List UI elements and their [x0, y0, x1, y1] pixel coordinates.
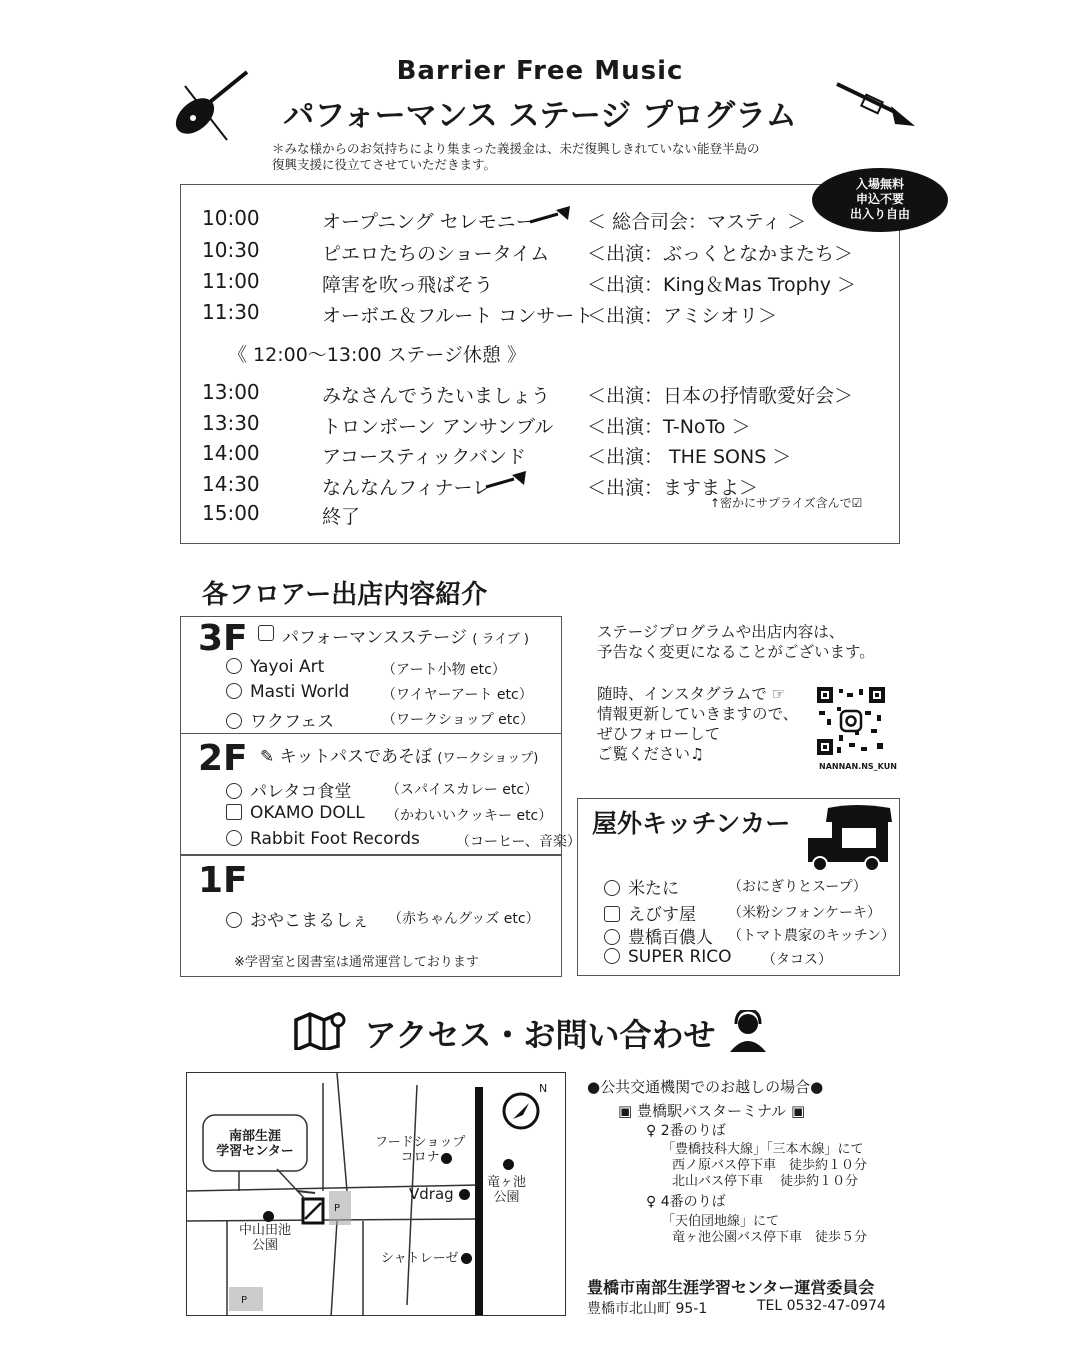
shop-desc: （ワークショップ etc）: [382, 712, 534, 728]
program-performer: ＜出演：アミシオリ＞: [587, 305, 778, 327]
program-performer: ＜出演：ぶっくとなかまたち＞: [587, 243, 854, 265]
floor-heading: パフォーマンスステージ ( ライブ ): [282, 628, 530, 648]
bird-icon: [226, 713, 242, 729]
program-title-item: みなさんでうたいましょう: [322, 385, 551, 407]
taco-icon: [604, 948, 620, 964]
shop-desc: （スパイスカレー etc）: [386, 782, 539, 798]
shop-item: SUPER RICO: [604, 947, 732, 967]
north-label: N: [539, 1082, 548, 1095]
program-title-item: トロンボーン アンサンブル: [322, 416, 554, 438]
program-performer: ＜出演：ますまよ＞: [587, 477, 759, 499]
chateraise-label: シャトレーゼ: [381, 1251, 459, 1266]
program-title-item: 障害を吹っ飛ばそう: [322, 274, 494, 296]
pond-park-label: 竜ヶ池 公園: [487, 1175, 527, 1205]
pencil-icon: ✎: [260, 747, 275, 767]
gift-icon: [226, 804, 242, 820]
program-performer: ＜出演：日本の抒情歌愛好会＞: [587, 385, 854, 407]
instagram-notice: 随時、インスタグラムで ☞ 情報更新していきますので、 ぜひフォローして ご覧ください♫: [597, 685, 799, 763]
flower-icon: [226, 683, 242, 699]
shop-desc: （タコス）: [762, 952, 832, 968]
chateraise-marker: [461, 1253, 472, 1264]
event-title-en: Barrier Free Music: [396, 56, 684, 86]
parking-label: P: [241, 1295, 248, 1306]
shop-desc: （かわいいクッキー etc）: [386, 808, 553, 824]
shop-desc: （アート小物 etc）: [382, 662, 506, 678]
transit-title: ●公共交通機関でのお越しの場合●: [587, 1078, 824, 1096]
program-time: 10:30: [202, 238, 260, 262]
shop-desc: （トマト農家のキッチン）: [728, 928, 896, 944]
parking-label: P: [334, 1203, 341, 1214]
program-time: 13:30: [202, 411, 260, 435]
program-performer: ＜ 総合司会：マスティ ＞: [587, 211, 807, 233]
pond-park-marker: [503, 1159, 514, 1170]
route-4-info: 「天伯団地線」にて 竜ヶ池公園バス停下車 徒歩５分: [662, 1214, 868, 1245]
donation-note: ＊みな様からのお気持ちにより集まった義援金は、未だ復興しきれていない能登半島の 復興支援に役立てさせていただきます。: [272, 141, 760, 172]
stage-icon: [258, 624, 282, 643]
program-title-item: 終了: [322, 506, 361, 528]
program-title-item: なんなんフィナーレ: [322, 477, 492, 499]
trumpet-icon: [528, 206, 572, 232]
shop-item: 豊橋百儂人: [604, 923, 713, 948]
program-time: 11:00: [202, 269, 260, 293]
change-notice: ステージプログラムや出店内容は、 予告なく変更になることがございます。: [597, 623, 875, 661]
floor-label: 1F: [198, 860, 248, 901]
program-performer: ＜出演： THE SONS ＞: [587, 446, 792, 468]
shop-item: Yayoi Art: [226, 657, 324, 677]
shop-desc: （ワイヤーアート etc）: [382, 687, 533, 703]
floor-label: 2F: [198, 738, 248, 779]
program-performer: ＜出演：King＆Mas Trophy ＞: [587, 274, 857, 296]
program-time: 14:30: [202, 472, 260, 496]
access-heading: アクセス・お問い合わせ: [364, 1016, 716, 1054]
shop-item: Rabbit Foot Records: [226, 829, 420, 849]
floor-heading: ✎ キットパスであそぼ (ワークショップ): [260, 747, 539, 767]
floor-note: ※学習室と図書室は通常運営しております: [234, 955, 479, 970]
route-2-info: 「豊橋技科大線」「三本木線」にて 西ノ原バス停下車 徒歩約１０分 北山バス停下車 徒歩約１０分: [662, 1142, 868, 1189]
floors-heading: 各フロアー出店内容紹介: [202, 580, 488, 610]
program-time: 10:00: [202, 206, 260, 230]
stage-break: 《 12:00～13:00 ステージ休憩 》: [228, 344, 526, 366]
admission-badge: 入場無料 申込不要 出入り自由: [812, 168, 948, 232]
instagram-icon: [841, 711, 861, 731]
surprise-note: ↑密かにサプライズ含んで☑: [710, 496, 863, 510]
palette-icon: [226, 658, 242, 674]
shop-desc: （おにぎりとスープ）: [728, 879, 867, 895]
vdrug-marker: [459, 1189, 470, 1200]
vdrug-label: Vdrag: [409, 1185, 454, 1203]
organizer-address: 豊橋市北山町 95-1: [587, 1301, 708, 1317]
shop-icon: [604, 906, 620, 922]
organizer-name: 豊橋市南部生涯学習センター運営委員会: [587, 1278, 875, 1297]
shop-item: Masti World: [226, 682, 349, 702]
program-title-item: オープニング セレモニー: [322, 211, 535, 233]
organizer-phone[interactable]: TEL 0532-47-0974: [757, 1298, 886, 1314]
bus-stop-icon: ♀: [646, 1123, 661, 1139]
food-shop-marker: [441, 1153, 452, 1164]
program-time: 11:30: [202, 300, 260, 324]
shop-desc: （米粉シフォンケーキ）: [728, 905, 882, 921]
program-title-item: オーボエ＆フルート コンサート: [322, 305, 594, 327]
program-title: パフォーマンス ステージ プログラム: [283, 98, 797, 134]
floor-label: 3F: [198, 618, 248, 659]
bus-terminal: ▣ 豊橋駅バスターミナル ▣: [618, 1102, 806, 1120]
onigiri-icon: [604, 880, 620, 896]
program-time: 13:00: [202, 380, 260, 404]
shop-item: ワクフェス: [226, 707, 334, 732]
nakayama-park-label: 中山田池 公園: [239, 1223, 292, 1253]
program-time: 15:00: [202, 501, 260, 525]
nakayama-park-marker: [263, 1211, 274, 1222]
bus-stop-icon: ♀: [646, 1194, 661, 1210]
bus-icon: ▣: [791, 1102, 806, 1120]
program-time: 14:00: [202, 441, 260, 465]
center-label: 南部生涯 学習センター: [216, 1129, 294, 1159]
support-person-icon: [726, 1010, 770, 1058]
tomato-icon: [604, 929, 620, 945]
coffee-icon: [226, 830, 242, 846]
program-title-item: アコースティックバンド: [322, 446, 527, 468]
access-map: [186, 1072, 566, 1316]
shop-item: OKAMO DOLL: [226, 803, 365, 823]
shop-desc: （コーヒー、音楽）: [456, 834, 581, 850]
shop-item: えびす屋: [604, 900, 696, 925]
shop-item: パレタコ食堂: [226, 777, 351, 802]
food-shop-label: フードショップ コロナ: [375, 1135, 466, 1165]
platform-2: ♀ 2番のりば: [646, 1123, 726, 1139]
program-performer: ＜出演：T-NoTo ＞: [587, 416, 751, 438]
kitchen-title: 屋外キッチンカー: [592, 809, 791, 838]
trumpet-icon: [484, 471, 528, 497]
shop-desc: （赤ちゃんグッズ etc）: [388, 911, 540, 927]
platform-4: ♀ 4番のりば: [646, 1194, 726, 1210]
shop-item: 米たに: [604, 874, 679, 899]
baby-icon: [226, 912, 242, 928]
shop-item: おやこまるしぇ: [226, 906, 369, 931]
food-truck-icon: [806, 804, 894, 878]
qr-code[interactable]: [815, 685, 887, 757]
spoon-icon: [226, 783, 242, 799]
bus-icon: ▣: [618, 1102, 633, 1120]
program-title-item: ピエロたちのショータイム: [322, 243, 550, 265]
instagram-handle[interactable]: NANNAN.NS_KUN: [819, 762, 897, 771]
